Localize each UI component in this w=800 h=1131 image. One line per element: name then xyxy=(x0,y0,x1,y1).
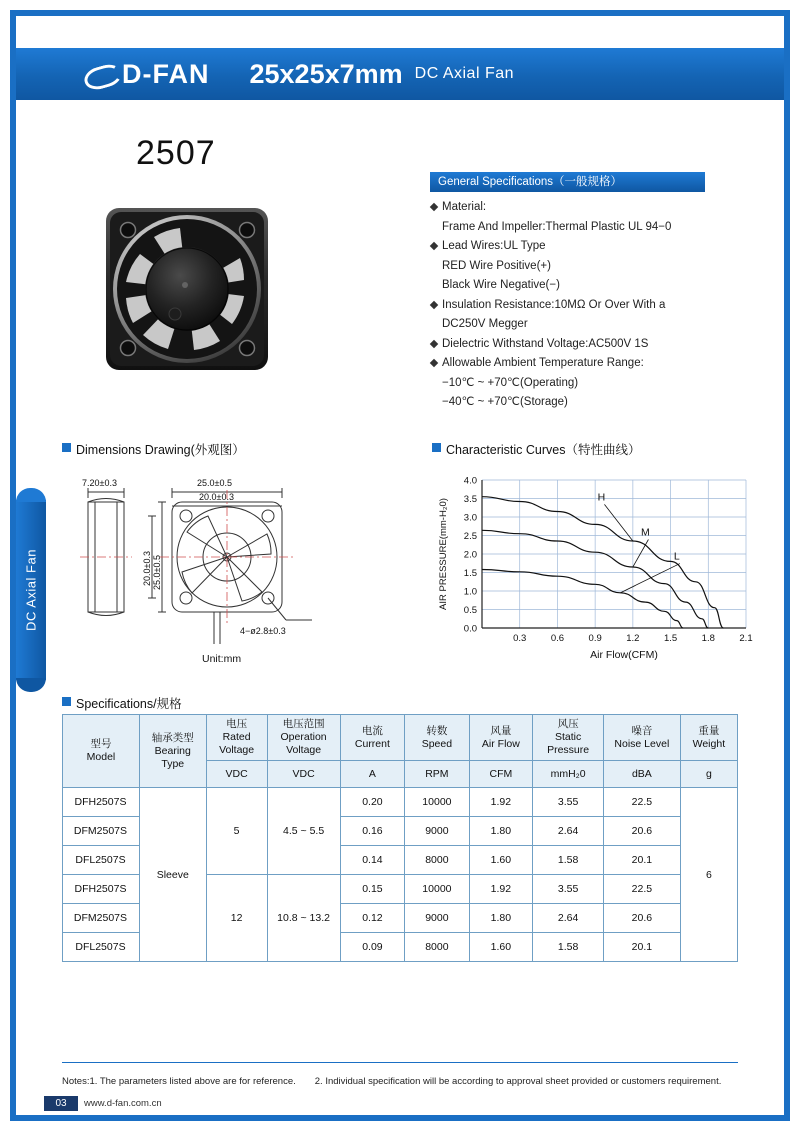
brand-name: D-FAN xyxy=(122,58,210,89)
cell-speed: 9000 xyxy=(405,817,469,846)
spec-item: −10℃ ~ +70℃(Operating) xyxy=(442,376,579,389)
cell-noise-level: 22.5 xyxy=(603,788,680,817)
spec-item: Insulation Resistance:10MΩ Or Over With a xyxy=(430,296,760,316)
col-rated-voltage: 电压 Rated Voltage xyxy=(206,715,267,761)
page-number: 03 xyxy=(44,1096,78,1111)
cell-operation-voltage: 10.8 ~ 13.2 xyxy=(267,875,340,962)
spec-item: −40℃ ~ +70℃(Storage) xyxy=(442,396,568,408)
cell-current: 0.16 xyxy=(340,817,405,846)
dim-depth: 7.20±0.3 xyxy=(82,478,117,488)
cell-noise-level: 22.5 xyxy=(603,875,680,904)
unit-air-flow: CFM xyxy=(469,761,533,788)
unit-current: A xyxy=(340,761,405,788)
spec-item: Black Wire Negative(−) xyxy=(442,279,560,291)
unit-speed: RPM xyxy=(405,761,469,788)
website-url[interactable]: www.d-fan.com.cn xyxy=(84,1098,162,1109)
svg-text:2.5: 2.5 xyxy=(463,530,477,542)
svg-text:1.2: 1.2 xyxy=(626,633,640,644)
cell-model: DFH2507S xyxy=(63,875,140,904)
svg-text:1.5: 1.5 xyxy=(463,567,477,579)
cell-rated-voltage: 12 xyxy=(206,875,267,962)
svg-text:2.0: 2.0 xyxy=(463,549,477,561)
col-weight: 重量 Weight xyxy=(680,715,737,761)
svg-text:M: M xyxy=(641,526,650,539)
general-specifications-list xyxy=(430,198,760,413)
cell-noise-level: 20.1 xyxy=(603,933,680,962)
cell-speed: 10000 xyxy=(405,875,469,904)
fan-product-photo xyxy=(90,196,286,382)
unit-operation-voltage: VDC xyxy=(267,761,340,788)
svg-text:1.0: 1.0 xyxy=(463,586,477,598)
cell-model: DFL2507S xyxy=(63,846,140,875)
cell-current: 0.09 xyxy=(340,933,405,962)
unit-noise-level: dBA xyxy=(603,761,680,788)
cell-air-flow: 1.60 xyxy=(469,933,533,962)
cell-current: 0.12 xyxy=(340,904,405,933)
svg-text:0.5: 0.5 xyxy=(463,604,477,616)
cell-bearing-type: Sleeve xyxy=(139,788,206,962)
svg-text:4.0: 4.0 xyxy=(463,475,477,487)
cell-rated-voltage: 5 xyxy=(206,788,267,875)
col-speed: 转数 Speed xyxy=(405,715,469,761)
svg-text:0.6: 0.6 xyxy=(550,633,565,644)
cell-air-flow: 1.92 xyxy=(469,875,533,904)
cell-model: DFH2507S xyxy=(63,788,140,817)
svg-text:Air Flow(CFM): Air Flow(CFM) xyxy=(590,649,658,661)
col-operation-voltage: 电压范围 Operation Voltage xyxy=(267,715,340,761)
svg-text:3.0: 3.0 xyxy=(463,512,477,524)
svg-text:1.8: 1.8 xyxy=(701,633,715,644)
cell-noise-level: 20.1 xyxy=(603,846,680,875)
cell-air-flow: 1.92 xyxy=(469,788,533,817)
spec-item: Allowable Ambient Temperature Range: xyxy=(430,354,760,374)
cell-operation-voltage: 4.5 ~ 5.5 xyxy=(267,788,340,875)
dim-holes: 4−ø2.8±0.3 xyxy=(240,626,286,636)
svg-text:0.9: 0.9 xyxy=(588,633,602,644)
cell-speed: 9000 xyxy=(405,904,469,933)
characteristic-curves-chart xyxy=(430,462,760,692)
dim-width-inner: 20.0±0.3 xyxy=(199,492,234,502)
cell-current: 0.20 xyxy=(340,788,405,817)
cell-speed: 8000 xyxy=(405,846,469,875)
product-size-title: 25x25x7mm xyxy=(249,58,403,89)
dim-unit: Unit:mm xyxy=(202,653,242,665)
col-static-pressure: 风压 Static Pressure xyxy=(533,715,604,761)
cell-weight: 6 xyxy=(680,788,737,962)
svg-text:H: H xyxy=(597,491,606,504)
footer-divider xyxy=(62,1062,738,1063)
col-noise-level: 噪音 Noise Level xyxy=(603,715,680,761)
dimensions-drawing xyxy=(62,462,392,682)
table-row xyxy=(63,788,738,817)
spec-item: DC250V Megger xyxy=(442,318,528,330)
section-heading-specifications: Specifications/规格 xyxy=(76,694,182,712)
cell-static-pressure: 2.64 xyxy=(533,904,604,933)
section-heading-dimensions: Dimensions Drawing(外观图） xyxy=(76,440,245,458)
page-border-right xyxy=(784,10,790,1121)
cell-model: DFM2507S xyxy=(63,817,140,846)
dim-height-inner: 20.0±0.3 xyxy=(142,551,152,586)
dim-width-outer: 25.0±0.5 xyxy=(197,478,232,488)
spec-item: RED Wire Positive(+) xyxy=(442,259,551,272)
side-tab xyxy=(16,500,46,680)
table-head xyxy=(63,715,738,788)
svg-text:1.5: 1.5 xyxy=(663,633,678,644)
spec-item: Lead Wires:UL Type xyxy=(430,237,760,257)
page-header xyxy=(16,48,784,100)
svg-text:3.5: 3.5 xyxy=(463,493,477,505)
svg-text:0.0: 0.0 xyxy=(463,623,477,635)
product-type-subtitle: DC Axial Fan xyxy=(414,65,515,82)
unit-static-pressure: mmH₂0 xyxy=(533,761,604,788)
col-air-flow: 风量 Air Flow xyxy=(469,715,533,761)
cell-noise-level: 20.6 xyxy=(603,817,680,846)
swoosh-icon xyxy=(84,64,118,84)
brand-logo xyxy=(84,59,210,90)
cell-static-pressure: 1.58 xyxy=(533,933,604,962)
dim-height-outer: 25.0±0.5 xyxy=(152,555,162,590)
cell-static-pressure: 3.55 xyxy=(533,875,604,904)
col-model: 型号 Model xyxy=(63,715,140,788)
svg-text:AIR PRESSURE(mm-H₂0): AIR PRESSURE(mm-H₂0) xyxy=(438,498,449,610)
cell-current: 0.15 xyxy=(340,875,405,904)
cell-static-pressure: 2.64 xyxy=(533,817,604,846)
page-border-top xyxy=(10,10,790,16)
cell-air-flow: 1.80 xyxy=(469,817,533,846)
spec-item: Material: xyxy=(430,198,760,218)
spec-item: Dielectric Withstand Voltage:AC500V 1S xyxy=(430,335,760,355)
cell-static-pressure: 3.55 xyxy=(533,788,604,817)
cell-model: DFM2507S xyxy=(63,904,140,933)
col-bearing-type: 轴承类型 Bearing Type xyxy=(139,715,206,788)
model-number: 2507 xyxy=(136,134,216,172)
page-border-bottom xyxy=(10,1115,790,1121)
unit-rated-voltage: VDC xyxy=(206,761,267,788)
cell-air-flow: 1.80 xyxy=(469,904,533,933)
cell-speed: 8000 xyxy=(405,933,469,962)
table-header-row xyxy=(63,715,738,761)
cell-static-pressure: 1.58 xyxy=(533,846,604,875)
side-tab-label: DC Axial Fan xyxy=(23,549,39,631)
svg-text:2.1: 2.1 xyxy=(739,633,753,644)
svg-text:L: L xyxy=(673,550,680,563)
spec-item: Frame And Impeller:Thermal Plastic UL 94−0 xyxy=(442,220,672,233)
unit-weight: g xyxy=(680,761,737,788)
section-heading-curves: Characteristic Curves（特性曲线） xyxy=(446,440,640,458)
cell-noise-level: 20.6 xyxy=(603,904,680,933)
specifications-table xyxy=(62,714,738,962)
table-body xyxy=(63,788,738,962)
cell-air-flow: 1.60 xyxy=(469,846,533,875)
cell-current: 0.14 xyxy=(340,846,405,875)
footer-notes: Notes:1. The parameters listed above are for reference. 2. Individual specification will be according to approval sheet provided or customers requirement. xyxy=(62,1076,722,1087)
svg-text:0.3: 0.3 xyxy=(513,633,527,644)
cell-model: DFL2507S xyxy=(63,933,140,962)
general-specifications-heading: General Specifications（一般规格） xyxy=(430,172,705,192)
col-current: 电流 Current xyxy=(340,715,405,761)
cell-speed: 10000 xyxy=(405,788,469,817)
